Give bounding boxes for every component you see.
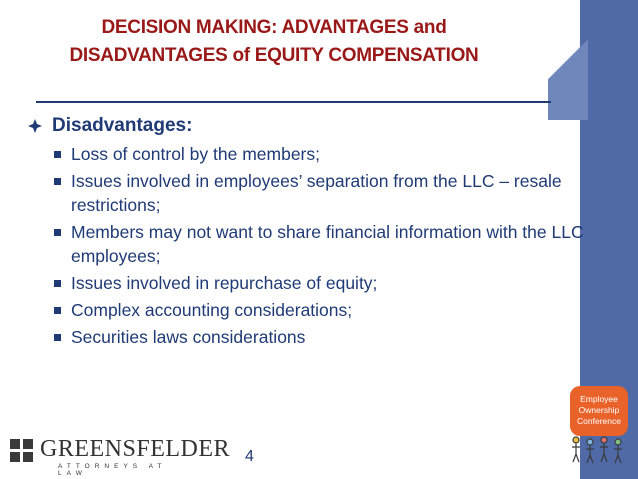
list-item-text: Issues involved in employees’ separation from the LLC – resale restrictions; xyxy=(71,171,562,215)
slide-content xyxy=(28,112,588,352)
bullet-list xyxy=(28,142,588,349)
list-item xyxy=(54,298,588,322)
side-decor-slant xyxy=(548,0,588,120)
square-bullet-icon xyxy=(54,151,61,158)
square-bullet-icon xyxy=(54,280,61,287)
title-line-1: DECISION MAKING: ADVANTAGES and xyxy=(101,17,447,38)
list-item xyxy=(54,169,588,217)
square-bullet-icon xyxy=(54,334,61,341)
logo-name: GREENSFELDER xyxy=(40,436,231,462)
list-item xyxy=(54,142,588,166)
people-figures-icon xyxy=(572,437,622,463)
list-item-text: Complex accounting considerations; xyxy=(71,300,353,320)
slide-title xyxy=(24,14,524,70)
list-item xyxy=(54,220,588,268)
list-item-text: Loss of control by the members; xyxy=(71,144,320,164)
title-divider xyxy=(36,101,551,103)
greensfelder-logo xyxy=(10,436,231,477)
badge-line-2: Ownership xyxy=(578,405,620,415)
square-bullet-icon xyxy=(54,229,61,236)
heading-text: Disadvantages: xyxy=(52,115,193,136)
list-item-text: Issues involved in repurchase of equity; xyxy=(71,273,378,293)
list-item-text: Members may not want to share financial information with the LLC employees; xyxy=(71,222,584,266)
logo-grid-icon xyxy=(10,439,34,463)
square-bullet-icon xyxy=(54,307,61,314)
list-item xyxy=(54,325,588,349)
page-number: 4 xyxy=(245,448,254,465)
heading-item xyxy=(28,112,588,140)
square-bullet-icon xyxy=(54,178,61,185)
list-item-text: Securities laws considerations xyxy=(71,327,306,347)
conference-badge-logo xyxy=(566,382,632,468)
badge-line-1: Employee xyxy=(580,394,618,404)
list-item xyxy=(54,271,588,295)
title-line-2: DISADVANTAGES of EQUITY COMPENSATION xyxy=(69,45,479,66)
logo-tagline: ATTORNEYS AT LAW xyxy=(58,463,167,477)
badge-line-3: Conference xyxy=(577,416,621,426)
diamond-bullet-icon xyxy=(28,119,42,133)
